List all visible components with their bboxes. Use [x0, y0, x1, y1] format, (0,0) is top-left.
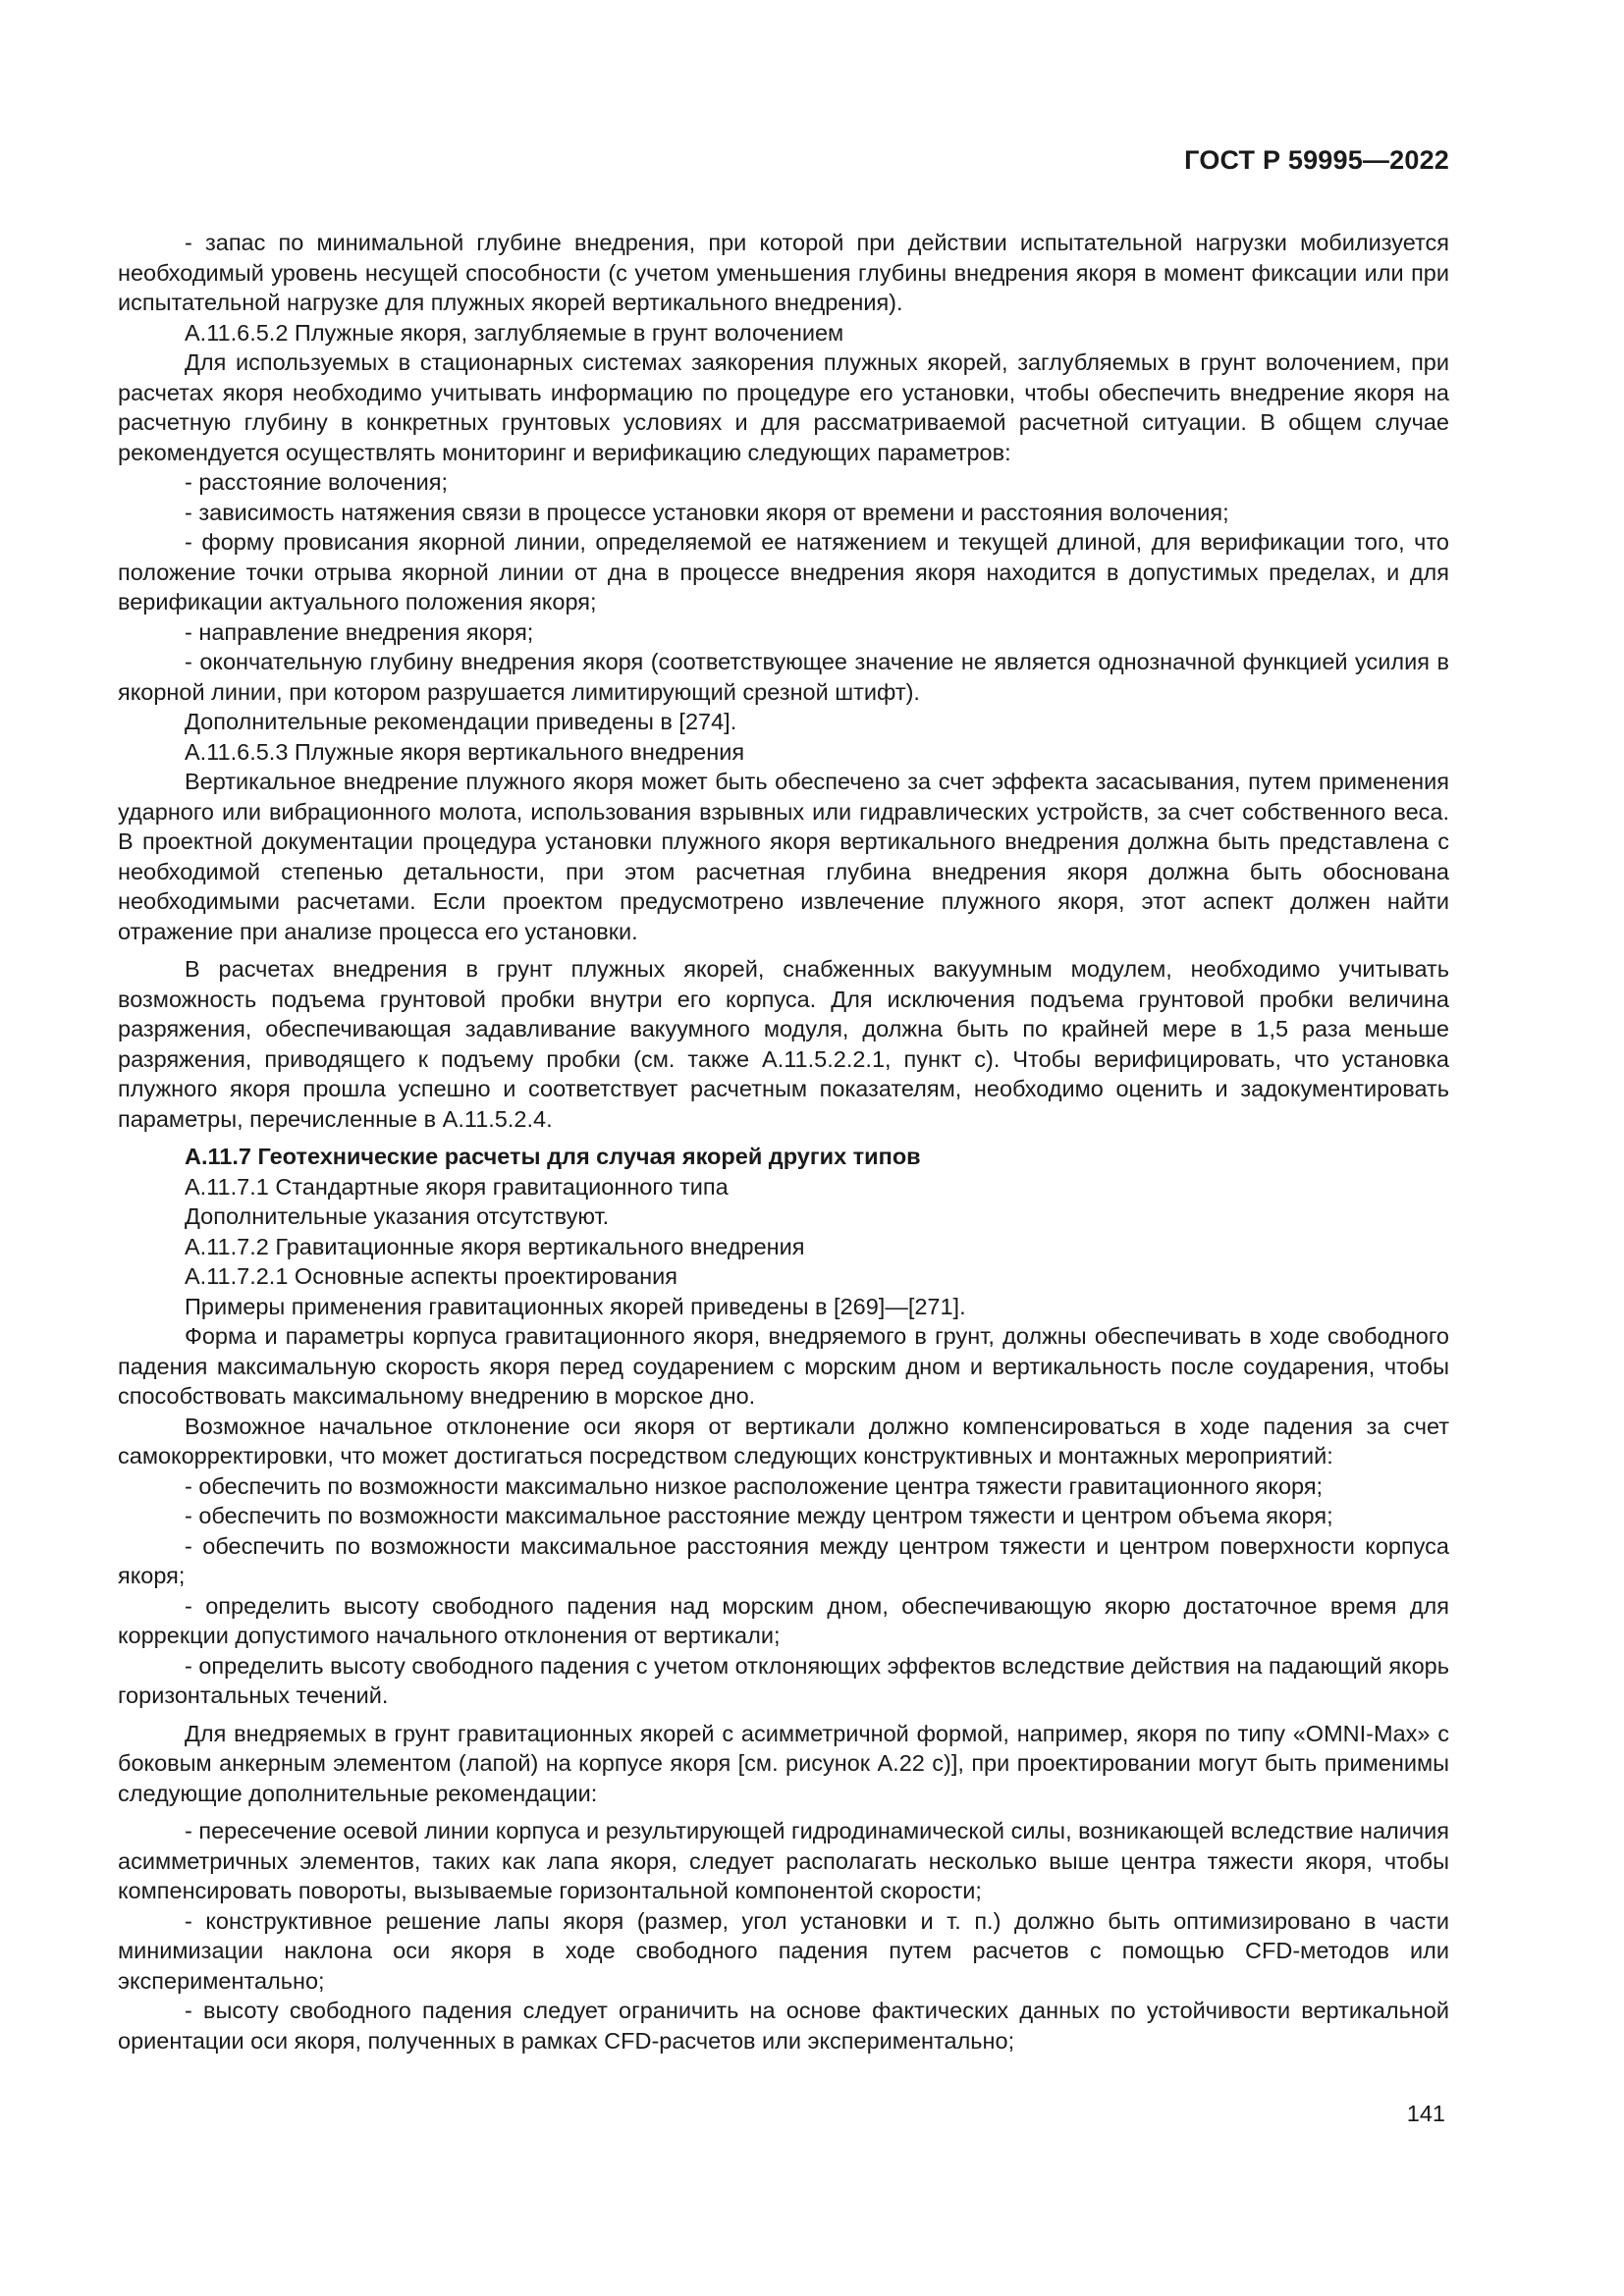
paragraph: Для используемых в стационарных системах заякорения плужных якорей, заглубляемых в грунт волочением, при расчетах якоря необходимо учитывать информацию по процедуре его установки, чтобы обеспечить внедрение якоря на расчетную глубину в конкретных грунтовых условиях и для рассматриваемой расчетной ситуации. В общем случае рекомендуется осуществлять мониторинг и верификацию следующих параметров:: [118, 349, 1449, 465]
paragraph: - форму провисания якорной линии, определяемой ее натяжением и текущей длиной, для верификации того, что положение точки отрыва якорной линии от дна в процессе внедрения якоря находится в допустимых пределах, и для верификации актуального положения якоря;: [118, 529, 1449, 614]
paragraph: Примеры применения гравитационных якорей приведены в [269]—[271].: [185, 1293, 966, 1319]
paragraph: А.11.7.1 Стандартные якоря гравитационного типа: [185, 1173, 729, 1200]
paragraph: В расчетах внедрения в грунт плужных якорей, снабженных вакуумным модулем, необходимо учитывать возможность подъема грунтовой пробки внутри его корпуса. Для исключения подъема грунтовой пробки величина разряжения, обеспечивающая задавливание вакуумного модуля, должна быть по крайней мере в 1,5 раза меньше разряжения, приводящего к подъему пробки (см. также А.11.5.2.2.1, пункт c). Чтобы верифицировать, что установка плужного якоря прошла успешно и соответствует расчетным показателям, необходимо оценить и задокументировать параметры, перечисленные в А.11.5.2.4.: [118, 956, 1449, 1132]
paragraph: - конструктивное решение лапы якоря (размер, угол установки и т. п.) должно быть оптимизировано в части минимизации наклона оси якоря в ходе свободного падения путем расчетов с помощью CFD-методов или экспериментально;: [118, 1907, 1449, 1994]
paragraph: Дополнительные рекомендации приведены в [274].: [185, 709, 737, 734]
paragraph: - высоту свободного падения следует ограничить на основе фактических данных по устойчивости вертикальной ориентации оси якоря, полученных в рамках CFD-расчетов или экспериментально;: [118, 1998, 1449, 2054]
paragraph: А.11.6.5.3 Плужные якоря вертикального внедрения: [185, 738, 745, 765]
paragraph: - обеспечить по возможности максимальное расстояния между центром тяжести и центром поверхности корпуса якоря;: [118, 1532, 1449, 1588]
standard-code-header: ГОСТ Р 59995—2022: [1184, 145, 1449, 175]
paragraph: А.11.7.2.1 Основные аспекты проектирования: [185, 1263, 677, 1289]
paragraph: - направление внедрения якоря;: [185, 618, 534, 645]
paragraph: - окончательную глубину внедрения якоря (соответствующее значение не является однозначной функцией усилия в якорной линии, при котором разрушается лимитирующий срезной штифт).: [118, 649, 1449, 705]
document-body: [118, 228, 1449, 2056]
paragraph: - определить высоту свободного падения над морским дном, обеспечивающую якорю достаточное время для коррекции допустимого начального отклонения от вертикали;: [118, 1592, 1449, 1648]
page-number: 141: [1406, 2101, 1445, 2126]
paragraph: А.11.7.2 Гравитационные якоря вертикального внедрения: [185, 1233, 805, 1259]
paragraph: - пересечение осевой линии корпуса и результирующей гидродинамической силы, возникающей вследствие наличия асимметричных элементов, таких как лапа якоря, следует располагать несколько выше центра тяжести якоря, чтобы компенсировать повороты, вызываемые горизонтальной компонентой скорости;: [118, 1818, 1449, 1903]
paragraph: - обеспечить по возможности максимально низкое расположение центра тяжести гравитационного якоря;: [185, 1472, 1324, 1499]
paragraph: Дополнительные указания отсутствуют.: [185, 1203, 610, 1229]
paragraph: Для внедряемых в грунт гравитационных якорей с асимметричной формой, например, якоря по типу «OMNI-Max» с боковым анкерным элементом (лапой) на корпусе якоря [см. рисунок А.22 c)], при проектировании могут быть применимы следующие дополнительные рекомендации:: [118, 1720, 1449, 1806]
paragraph: - обеспечить по возможности максимальное расстояние между центром тяжести и центром объема якоря;: [185, 1503, 1333, 1528]
paragraph: А.11.6.5.2 Плужные якоря, заглубляемые в грунт волочением: [185, 319, 844, 346]
paragraph: Вертикальное внедрение плужного якоря может быть обеспечено за счет эффекта засасывания, путем применения ударного или вибрационного молота, использования взрывных или гидравлических устройств, за счет собственного веса. В проектной документации процедура установки плужного якоря вертикального внедрения должна быть представлена с необходимой степенью детальности, при этом расчетная глубина внедрения якоря должна быть обоснована необходимыми расчетами. Если проектом предусмотрено извлечение плужного якоря, этот аспект должен найти отражение при анализе процесса его установки.: [118, 769, 1449, 944]
paragraph: - зависимость натяжения связи в процессе установки якоря от времени и расстояния волочения;: [185, 499, 1229, 525]
paragraph: - запас по минимальной глубине внедрения, при которой при действии испытательной нагрузки мобилизуется необходимый уровень несущей способности (с учетом уменьшения глубины внедрения якоря в момент фиксации или при испытательной нагрузке для плужных якорей вертикального внедрения).: [118, 230, 1449, 315]
paragraph: - определить высоту свободного падения с учетом отклоняющих эффектов вследствие действия на падающий якорь горизонтальных течений.: [118, 1652, 1449, 1708]
paragraph: - расстояние волочения;: [185, 469, 448, 495]
paragraph: Форма и параметры корпуса гравитационного якоря, внедряемого в грунт, должны обеспечивать в ходе свободного падения максимальную скорость якоря перед соударением с морским дном и вертикальность после соударения, чтобы способствовать максимальному внедрению в морское дно.: [118, 1323, 1449, 1409]
paragraph: Возможное начальное отклонение оси якоря от вертикали должно компенсироваться в ходе падения за счет самокорректировки, что может достигаться посредством следующих конструктивных и монтажных мероприятий:: [118, 1413, 1449, 1468]
section-heading: А.11.7 Геотехнические расчеты для случая якорей других типов: [185, 1144, 921, 1169]
